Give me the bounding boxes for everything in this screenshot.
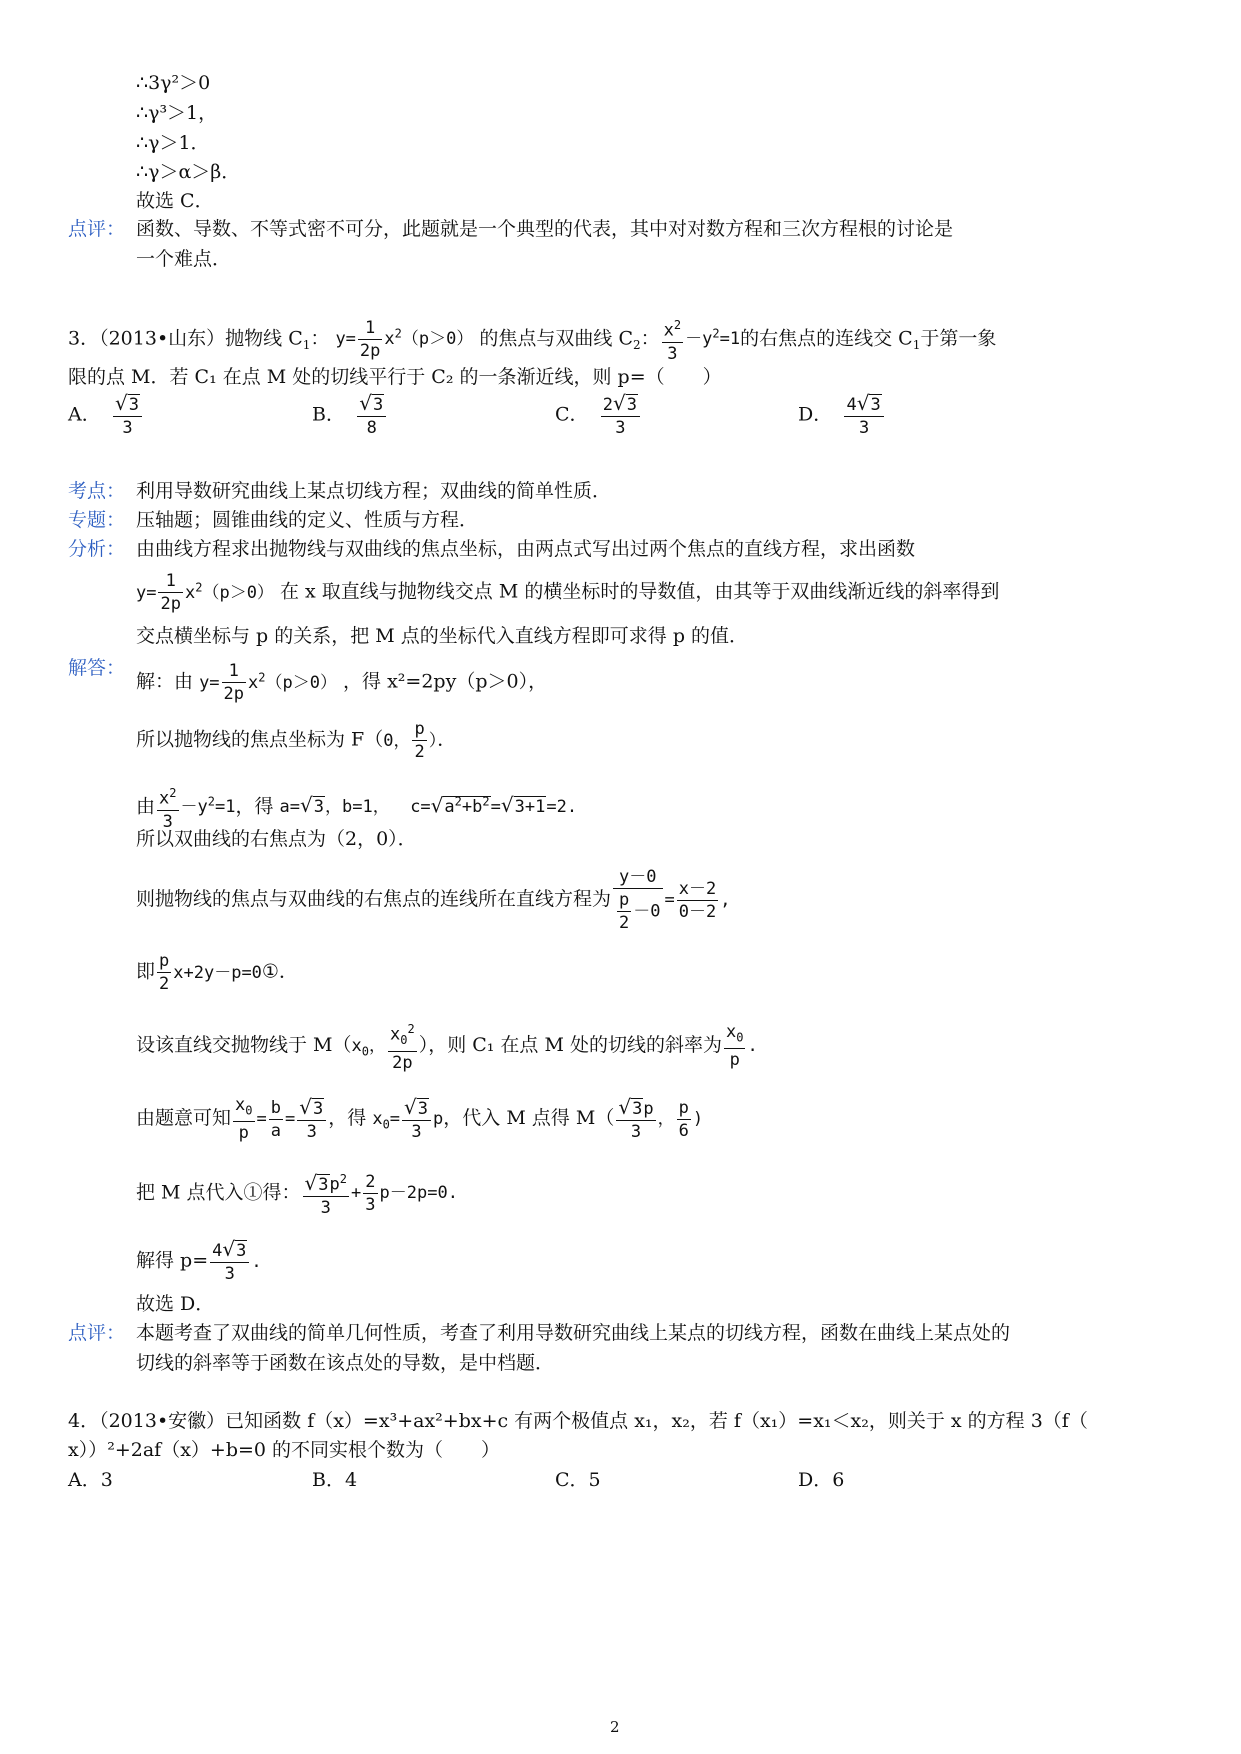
q3-stem-line-1: 3．（2013•山东）抛物线 $C_1$： y= $\frac{1}{2p}$ $x^2(p>0)$ 的焦点与双曲线 $C_2$： $\frac{x^2}{3}$ $-y^2=1$的右焦点的连线交 $C_1$于第一象 xyxy=(68,314,996,365)
hyperbola-formula: $\frac{x^2}{3}$ $-y^2=1$ xyxy=(660,329,740,349)
solution-line-1: 解：由 y= $\frac{1}{2p}$ $x^2(p>0)$ ，得 x²=2py（p＞0）， xyxy=(136,661,548,704)
q3-stem-line-2: 限的点 M．若 C₁ 在点 M 处的切线平行于 C₂ 的一条渐近线，则 p=（ ） xyxy=(68,366,722,388)
page-number: 2 xyxy=(610,1718,620,1736)
q4-option-b[interactable]: B．4 xyxy=(312,1469,358,1491)
solution-line-10: 解得 p= $\frac{4√3}{3}$ . xyxy=(136,1237,262,1284)
zhuanti-label: 专题： xyxy=(68,509,126,531)
review-label: 点评： xyxy=(68,218,126,240)
step-4: ∴γ＞α＞β． xyxy=(136,161,241,183)
kaodian-text: 利用导数研究曲线上某点切线方程；双曲线的简单性质． xyxy=(136,480,612,502)
step-3: ∴γ＞1． xyxy=(136,132,210,154)
q3-review-line-2: 切线的斜率等于函数在该点处的导数，是中档题． xyxy=(136,1352,555,1374)
q3-option-a[interactable]: A． $\frac{√3}{3}$ xyxy=(68,392,144,439)
step-2: ∴γ³＞1， xyxy=(136,102,218,124)
q3-option-b[interactable]: B． $\frac{√3}{8}$ xyxy=(312,392,388,439)
q3-option-c[interactable]: C． $\frac{2√3}{3}$ xyxy=(555,392,642,439)
solution-line-4: 所以双曲线的右焦点为（2，0）． xyxy=(136,828,417,850)
fenxi-line-3: 交点横坐标与 p 的关系，把 M 点的坐标代入直线方程即可求得 p 的值． xyxy=(136,625,749,647)
solution-line-7: 设该直线交抛物线于 $M(x_0$， $\frac{x_0^2}{2p}$ ），则 C₁ 在点 M 处的切线的斜率为 $\frac{x_0}{p}$ . xyxy=(136,1018,758,1074)
q4-stem-line-2: x））²+2af（x）+b=0 的不同实根个数为（ ） xyxy=(68,1439,501,1461)
zhuanti-text: 压轴题；圆锥曲线的定义、性质与方程． xyxy=(136,509,479,531)
solution-line-9: 把 M 点代入①得： $\frac{√3p^2}{3}$ + $\frac{2}{3}$ p－2p=0. xyxy=(136,1168,458,1219)
fenxi-line-1: 由曲线方程求出抛物线与双曲线的焦点坐标，由两点式写出过两个焦点的直线方程，求出函数 xyxy=(136,538,916,560)
step-5: 故选 C． xyxy=(136,190,214,212)
q3-stem-a: 3．（2013•山东）抛物线 C xyxy=(68,327,303,350)
parabola-formula: y= $\frac{1}{2p}$ $x^2(p>0)$ xyxy=(335,317,474,361)
review-line-1: 函数、导数、不等式密不可分，此题就是一个典型的代表，其中对对数方程和三次方程根的讨论是 xyxy=(136,218,954,240)
q3-option-d[interactable]: D． $\frac{4√3}{3}$ xyxy=(798,392,886,439)
solution-line-2: 所以抛物线的焦点坐标为 F（0， $\frac{p}{2}$ ）． xyxy=(136,719,457,762)
solution-line-8: 由题意可知 $\frac{x_0}{p}$ = $\frac{b}{a}$ = $\frac{√3}{3}$ ，得 $x_0=$ $\frac{√3}{3}$ p，代入 M 点得 M（ $\frac{√3p}{3}$ ， $\frac{p}{6}$ ) xyxy=(136,1094,704,1144)
solution-line-11: 故选 D． xyxy=(136,1293,215,1315)
q4-stem-line-1: 4．（2013•安徽）已知函数 f（x）=x³+ax²+bx+c 有两个极值点 x₁，x₂，若 f（x₁）=x₁＜x₂，则关于 x 的方程 3（f（ xyxy=(68,1410,1088,1432)
solution-line-6: 即 $\frac{p}{2}$ x+2y－p=0①． xyxy=(136,951,298,994)
q3-review-line-1: 本题考查了双曲线的简单几何性质，考查了利用导数研究曲线上某点的切线方程，函数在曲线上某点处的 xyxy=(136,1322,1011,1344)
jieda-label: 解答： xyxy=(68,657,126,679)
solution-line-5: 则抛物线的焦点与双曲线的右焦点的连线所在直线方程为 y－0 $\frac{p}{2}$ －0 = $\frac{x-2}{0-2}$ , xyxy=(136,867,731,933)
kaodian-label: 考点： xyxy=(68,480,126,502)
q4-option-c[interactable]: C．5 xyxy=(555,1469,601,1491)
step-1: ∴3γ²＞0 xyxy=(136,72,211,94)
solution-line-3: 由 $\frac{x^2}{3}$ $-y^2=1$，得 a=√3，b=1， $c=√a^2+b^2=√3+1=2$. xyxy=(136,782,577,833)
q4-option-d[interactable]: D．6 xyxy=(798,1469,845,1491)
q4-option-a[interactable]: A．3 xyxy=(68,1469,113,1491)
q3-review-label: 点评： xyxy=(68,1322,126,1344)
fenxi-line-2: y= $\frac{1}{2p}$ $x^2(p>0)$ 在 x 取直线与抛物线交点 M 的横坐标时的导数值，由其等于双曲线渐近线的斜率得到 xyxy=(136,571,1000,614)
review-line-2: 一个难点． xyxy=(136,248,232,270)
fenxi-label: 分析： xyxy=(68,538,126,560)
